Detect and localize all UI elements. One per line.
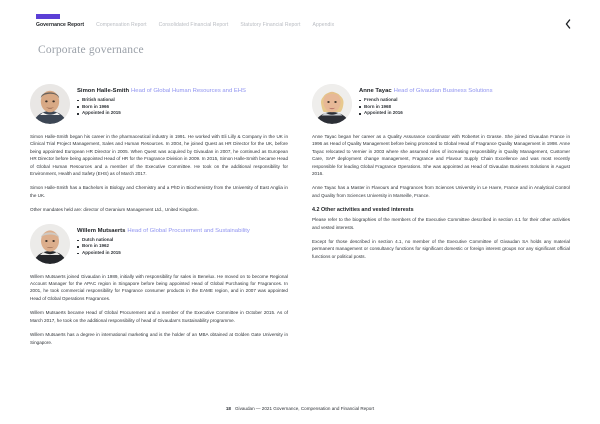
right-column (312, 84, 570, 353)
profile-bio-paragraph: Simon Halle-Smith began his career in the pharmaceutical industry in 1991. He worked with Eli Lilly & Company in the UK in Clinical Trial Project Management, Sales and Human Resources. In 2004, he joined Quest as HR Director for the UK, before being appointed European HR Director in 2005. When Quest was acquired by Givaudan in 2007, he continued as European HR Director before being appointed Head of HR for the Fragrance Division in 2009. In 2015, Simon Halle-Smith became Head of Global Human Resources and a member of the Executive Committee. He took on the additional responsibility for Environment, Health and Safety (EHS) as of March 2017. (30, 134, 288, 177)
section-paragraph: Please refer to the biographies of the members of the Executive Committee described in section 4.1 for their other activities and vested interests. (312, 217, 570, 230)
executive-profile-simon-halle-smith (30, 84, 288, 124)
executive-profile-anne-tayac (312, 84, 570, 124)
nav-tab-statutory-financial-report[interactable] (240, 21, 300, 29)
page-title: Corporate governance (38, 44, 144, 56)
profile-fact: Appointed in 2015 (77, 110, 246, 117)
section-heading-other-activities: 4.2 Other activities and vested interests (312, 207, 414, 214)
profile-role: Head of Global Human Resources and EHS (131, 88, 246, 94)
profile-facts-list (77, 97, 246, 117)
report-section-nav (36, 21, 334, 29)
profile-fact: French national (359, 97, 493, 104)
nav-tab-label: Compensation Report (96, 22, 147, 28)
profile-fact: Born in 1968 (359, 104, 493, 111)
profile-facts-list (77, 237, 250, 257)
profile-name: Willem Mutsaerts (77, 227, 126, 234)
profile-fact: British national (77, 97, 246, 104)
left-column (30, 84, 288, 353)
profile-fact: Appointed in 2016 (359, 110, 493, 117)
avatar (30, 84, 70, 124)
profile-info (77, 224, 250, 257)
chevron-left-icon[interactable] (563, 18, 573, 30)
profile-name-line (77, 87, 246, 95)
profile-education-paragraph: Willem Mutsaerts has a degree in international marketing and is the holder of an MBA obtained at Golden Gate University in Singapore. (30, 332, 288, 345)
profile-info (359, 84, 493, 117)
profile-facts-list (359, 97, 493, 117)
profile-education-paragraph: Simon Halle-Smith has a Bachelors in Biology and Chemistry and a PhD in Biochemistry from the University of East Anglia in the UK. (30, 185, 288, 198)
profile-name-line (359, 87, 493, 95)
profile-fact: Born in 1966 (77, 104, 246, 111)
profile-name: Simon Halle-Smith (77, 88, 130, 94)
nav-tab-appendix[interactable] (313, 21, 335, 29)
profile-fact: Born in 1962 (77, 243, 250, 250)
profile-role: Head of Global Procurement and Sustainability (127, 227, 250, 234)
avatar (312, 84, 352, 124)
avatar (30, 224, 70, 264)
page-content (0, 84, 600, 353)
nav-tab-label: Appendix (312, 22, 335, 28)
profile-name: Anne Tayac (359, 88, 392, 94)
nav-tab-governance-report[interactable] (36, 21, 84, 29)
nav-tab-compensation-report[interactable] (96, 21, 147, 29)
brand-accent-bar (36, 14, 60, 19)
section-paragraph: Except for those described in section 4.1, no member of the Executive Committee of Givaudan SA holds any material permanent management or consultancy functions for significant domestic or foreign interest groups nor any significant official functions or political posts. (312, 239, 570, 259)
nav-tab-label: Statutory Financial Report (240, 22, 301, 28)
profile-education-paragraph: Anne Tayac has a Master in Flavours and Fragrances from Sciences University in Le Havre, France and in Analytical Control and Quality from Sciences University in Marseille, France. (312, 185, 570, 198)
profile-name-line (77, 227, 250, 235)
profile-bio-paragraph: Anne Tayac began her career as a Quality Assurance coordinator with Robertet in Grasse. She joined Givaudan France in 1996 as Head of Quality Management before being promoted to Global Head of Fragrance Quality Management in 1998. Anne Tayac relocated to Vernier in 2003 where she assumed roles of increasing responsibility in Quality Management, Customer Care, SAP deployment change management, Fragrance and Flavour Supply Chain Excellence and was most recently responsible for leading Global Fragrance Operations. She was appointed as Head of Givaudan Business Solutions in August 2016. (312, 134, 570, 177)
profile-bio-paragraph: Willem Mutsaerts joined Givaudan in 1989, initially with responsibility for sales in Benelux. He moved on to become Regional Account Manager for the APAC region in Singapore before being appointed Head of Global Purchasing for Fragrances. In 2001, he took commercial responsibility for Fragrance consumer products in the EAME region, and in 2007 was appointed Head of Global Operations Fragrances. (30, 273, 288, 301)
executive-profile-willem-mutsaerts (30, 224, 288, 264)
profile-mandates-paragraph: Other mandates held are: director of Geranium Management Ltd., United Kingdom. (30, 207, 199, 213)
footer-text: Givaudan — 2021 Governance, Compensation and Financial Report (234, 406, 375, 411)
profile-fact: Appointed in 2015 (77, 250, 250, 257)
nav-tab-label: Governance Report (36, 22, 85, 28)
profile-info (77, 84, 246, 117)
nav-tab-consolidated-financial-report[interactable] (159, 21, 229, 29)
top-navigation-bar (0, 0, 600, 38)
profile-role: Head of Givaudan Business Solutions (393, 88, 493, 94)
profile-fact: Dutch national (77, 237, 250, 244)
page-number: 18 (225, 406, 231, 411)
nav-tab-label: Consolidated Financial Report (158, 22, 229, 28)
profile-role-paragraph: Willem Mutsaerts became Head of Global Procurement and a member of the Executive Committee in October 2015. As of March 2017, he took on the additional responsibility of head of Givaudan's Sustainability programme. (30, 310, 288, 323)
page-footer (0, 406, 600, 411)
